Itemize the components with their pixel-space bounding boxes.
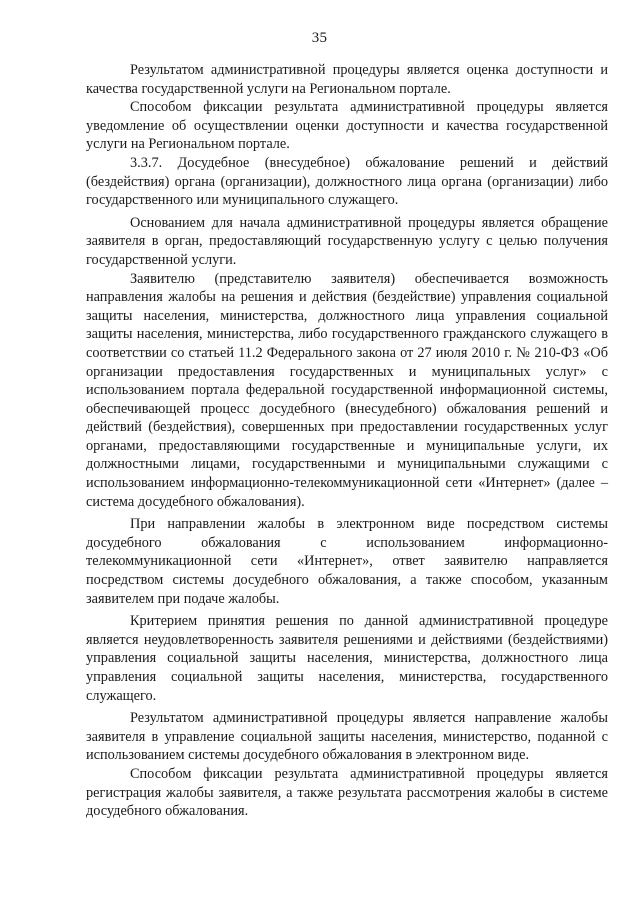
paragraph-section-3-3-7: 3.3.7. Досудебное (внесудебное) обжалование решений и действий (бездействия) органа (организации), должностного лица органа (организации) либо государственного или муниципального служащего. [86,154,608,209]
paragraph-complaint-possibility: Заявителю (представителю заявителя) обеспечивается возможность направления жалобы на решения и действия (бездействие) управления социальной защиты населения, министерства, должностного лица управления социальной защиты населения, министерства, либо государственного гражданского служащего в соответствии со статьей 11.2 Федерального закона от 27 июля 2010 г. № 210-ФЗ «Об организации предоставления государственных и муниципальных услуг» с использованием портала федеральной государственной информационной системы, обеспечивающей процесс досудебного (внесудебного) обжалования решений и действий (бездействия), совершенных при предоставлении государственных услуг органами, предоставляющими государственные и муниципальные услуги, их должностными лицами, государственными и муниципальными служащими с использованием информационно-телекоммуникационной сети «Интернет» (далее – система досудебного обжалования). [86,270,608,510]
paragraph-basis-for-procedure: Основанием для начала административной процедуры является обращение заявителя в орган, предоставляющий государственную услугу с целью получения государственной услуги. [86,214,608,268]
paragraph-electronic-complaint: При направлении жалобы в электронном виде посредством системы досудебного обжалования с использованием информационно-телекоммуникационной сети «Интернет», ответ заявителю направляется посредством системы досудебного обжалования, а также способом, указанным заявителем при подаче жалобы. [86,516,608,607]
paragraph-fixation-complaint: Способом фиксации результата административной процедуры является регистрация жалобы заявителя, а также результата рассмотрения жалобы в системе досудебного обжалования. [86,765,608,820]
paragraph-result-complaint: Результатом административной процедуры является направление жалобы заявителя в управление социальной защиты населения, министерство, поданной с использованием системы досудебного обжалования в электронном виде. [86,710,608,764]
paragraph-result-assessment: Результатом административной процедуры является оценка доступности и качества государственной услуги на Региональном портале. [86,62,608,97]
page-number: 35 [311,30,328,46]
paragraph-fixation-assessment: Способом фиксации результата административной процедуры является уведомление об осуществлении оценки доступности и качества государственной услуги на Региональном портале. [86,99,608,153]
document-body [86,61,608,821]
paragraph-decision-criterion: Критерием принятия решения по данной административной процедуре является неудовлетворенность заявителя решениями и действиями (бездействиями) управления социальной защиты населения, министерства, должностного лица управления социальной защиты населения, министерства, государственного служащего. [86,613,608,704]
